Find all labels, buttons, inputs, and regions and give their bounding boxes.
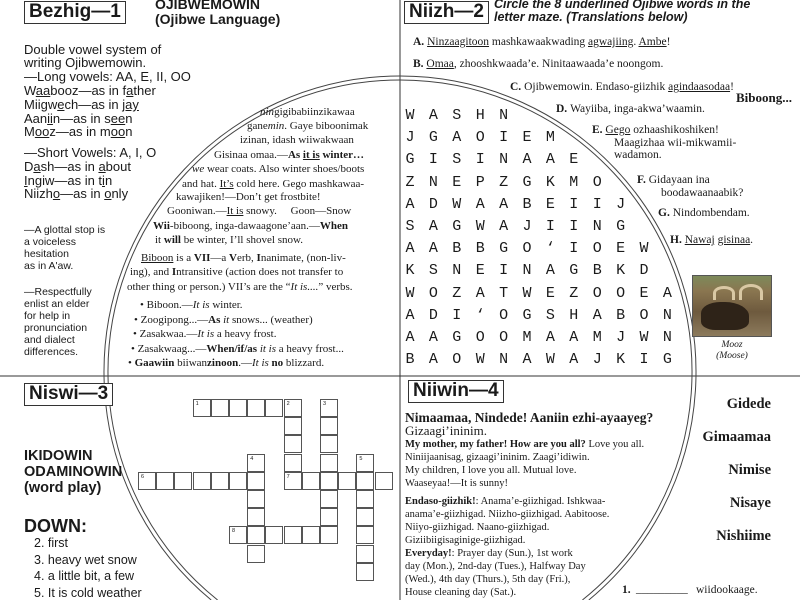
clue-line: wadamon. (614, 149, 662, 161)
crossword-cell[interactable] (320, 454, 338, 472)
crossword-cell[interactable] (356, 563, 374, 581)
maze-row[interactable]: WOZATWEZOOEA (405, 285, 687, 302)
title-ojibwemowin: OJIBWEMOWIN (155, 0, 260, 12)
biboong-line: ganemin. Gaye biboonimak (247, 120, 369, 132)
clue-number: 5 (359, 455, 363, 462)
vowel-line: Niizho—as in only (24, 186, 129, 201)
vowel-line: Double vowel system of (24, 42, 162, 57)
crossword-cell[interactable] (356, 526, 374, 544)
crossword-cell[interactable] (265, 399, 283, 417)
maze-row[interactable]: GISINAAE (405, 151, 593, 168)
crossword-cell[interactable] (138, 472, 156, 490)
elder-line: enlist an elder (24, 298, 90, 310)
maze-row[interactable]: ZNEPZGKMO (405, 174, 617, 191)
everyday-line: (Wed.), 4th day (Thurs.), 5th day (Fri.), (405, 574, 571, 585)
everyday-line: House cleaning day (Sat.). (405, 587, 517, 598)
clue-line: G. Nindombendam. (658, 207, 750, 219)
clue-line: B. Omaa, zhooshkwaada’e. Ninitaawaada’e noongom. (413, 58, 664, 70)
maze-row[interactable]: BAOWNAWAJKIG (405, 351, 687, 368)
elder-line: and dialect (24, 334, 75, 346)
word-play-heading-2: ODAMINOWIN (24, 464, 123, 480)
section-box-niiwin: Niiwin—4 (408, 380, 504, 403)
glottal-line: —A glottal stop is (24, 224, 106, 236)
biboong-bullet: • Gaawiin biiwanzinoon.—It is no blizzard. (128, 357, 325, 369)
biboong-line: Biboon is a VII—a Verb, Inanimate, (non-liv- (141, 252, 346, 264)
crossword-cell[interactable] (302, 526, 320, 544)
elder-line: —Respectfully (24, 286, 92, 298)
clue-number: 3 (323, 401, 327, 407)
kinship-word: Nimise (728, 462, 771, 478)
vowel-line: Miigwech—as in jay (24, 97, 139, 112)
family-line: My children, I love you all. Mutual love. (405, 465, 577, 476)
family-line: My mother, my father! How are you all? Love you all. (405, 439, 645, 450)
crossword-cell[interactable] (247, 508, 265, 526)
days-line: Giziibiigisaginige-giizhigad. (405, 535, 526, 546)
crossword-cell[interactable] (356, 472, 374, 490)
down-label: DOWN: (24, 516, 87, 536)
down-clue: 2. first (34, 536, 69, 550)
crossword-cell[interactable] (265, 526, 283, 544)
photo-caption-mooz: Mooz (721, 340, 743, 350)
clue-number: 7 (286, 473, 290, 480)
days-line: Endaso-giizhik!: Anama’e-giizhigad. Ishkwaa- (405, 496, 606, 507)
clue-line: F. Gidayaan ina (637, 174, 710, 186)
vowel-line: —Short Vowels: A, I, O (24, 145, 157, 160)
vowel-line: Dash—as in about (24, 159, 131, 174)
biboong-bullet: • Biboon.—It is winter. (140, 299, 243, 311)
crossword-cell[interactable] (320, 490, 338, 508)
clue-number: 4 (250, 455, 254, 462)
biboong-line: Gisinaa omaa.—As it is winter… (214, 149, 365, 161)
vowel-line: Ingiw—as in tin (24, 173, 113, 188)
maze-row[interactable]: KSNEINAGBKD (405, 262, 663, 279)
crossword-cell[interactable] (211, 399, 229, 417)
crossword-cell[interactable] (284, 417, 302, 435)
crossword-cell[interactable] (247, 526, 265, 544)
crossword-cell[interactable] (247, 454, 265, 472)
down-clue: 4. a little bit, a few (34, 569, 135, 583)
moose-photo (692, 275, 772, 337)
crossword-cell[interactable] (320, 526, 338, 544)
crossword-cell[interactable] (284, 435, 302, 453)
crossword-cell[interactable] (320, 508, 338, 526)
biboong-line: kawajiken!—Don’t get frostbite! (176, 191, 321, 203)
crossword-cell[interactable] (356, 545, 374, 563)
maze-row[interactable]: AAGOOMAAMJWN (405, 329, 687, 346)
family-line: Niniijaanisag, gizaagi’ininim. Zaagi’idiwin. (405, 452, 590, 463)
word-play-heading-1: IKIDOWIN (24, 448, 93, 464)
crossword-cell[interactable] (320, 399, 338, 417)
glottal-line: as in A'aw. (24, 260, 74, 272)
crossword-cell[interactable] (193, 399, 211, 417)
down-clue: 3. heavy wet snow (34, 552, 137, 567)
crossword-cell[interactable] (338, 472, 356, 490)
clue-line: E. Gego ozhaashikoshiken! (592, 124, 719, 136)
crossword-cell[interactable] (156, 472, 174, 490)
down-clue: 5. It is cold weather (34, 585, 142, 600)
question-1-blank[interactable]: _________ (636, 583, 688, 595)
biboong-line: other thing or person.) VII’s are the “It is....” verbs. (127, 281, 353, 293)
family-line: Waaseyaa!—It is sunny! (405, 478, 508, 489)
vowel-line: —Long vowels: AA, E, II, OO (24, 69, 191, 84)
elder-line: differences. (24, 346, 79, 358)
crossword-cell[interactable] (193, 472, 211, 490)
maze-row[interactable]: ADWAABEIIJ (405, 196, 640, 213)
days-line: Niiyo-giizhigad. Naano-giizhigad. (405, 522, 550, 533)
kinship-word: Gidede (726, 396, 771, 412)
clue-line: A. Ninzaagitoon mashkawaakwading agwajiing. Ambe! (413, 36, 671, 48)
crossword-cell[interactable] (320, 417, 338, 435)
title-ojibwe-language: (Ojibwe Language) (155, 11, 281, 27)
crossword-cell[interactable] (302, 472, 320, 490)
elder-line: for help in (24, 310, 71, 322)
vowel-line: Mooz—as in moon (24, 124, 133, 139)
maze-row[interactable]: AABBGO‘IOEW (405, 240, 663, 257)
crossword-cell[interactable] (284, 472, 302, 490)
biboong-line: izinan, idash wiiwakwaan (240, 134, 354, 146)
clue-line: C. Ojibwemowin. Endaso-giizhik agindaasodaa! (510, 81, 734, 93)
crossword-cell[interactable] (284, 454, 302, 472)
kinship-word: Nisaye (729, 495, 771, 511)
biboong-heading: Biboong... (736, 90, 792, 105)
everyday-line: day (Mon.), 2nd-day (Tues.), Halfway Day (405, 561, 586, 572)
vowel-line: Waabooz—as in father (24, 83, 156, 98)
greeting-heading: Nimaamaa, Nindede! Aaniin ezhi-ayaayeg? (405, 410, 654, 425)
clue-number: 6 (141, 473, 145, 480)
vowel-line: Aaniin—as in seen (24, 111, 133, 126)
question-1-number: 1. (622, 584, 631, 596)
crossword-cell[interactable] (356, 508, 374, 526)
crossword-cell[interactable] (229, 526, 247, 544)
crossword-cell[interactable] (320, 472, 338, 490)
biboong-line: ningigibabiinzikawaa (260, 106, 355, 118)
biboong-line: Wii-biboong, inga-dawaagone’aan.—When (153, 220, 349, 232)
crossword-cell[interactable] (229, 472, 247, 490)
section-box-bezhig: Bezhig—1 (24, 1, 126, 24)
maze-row[interactable]: WASHN (405, 107, 523, 124)
biboong-line: Gooniwan.—It is snowy. Goon—Snow (167, 205, 352, 217)
everyday-line: Everyday!: Prayer day (Sun.), 1st work (405, 548, 573, 559)
maze-row[interactable]: JGAOIEM (405, 129, 570, 146)
crossword-cell[interactable] (247, 545, 265, 563)
clue-line: H. Nawaj gisinaa. (670, 234, 754, 246)
biboong-line: and hat. It’s cold here. Gego mashkawaa- (182, 178, 365, 190)
clue-number: 1 (195, 401, 199, 407)
crossword-cell[interactable] (356, 454, 374, 472)
section-box-niswi: Niswi—3 (24, 383, 113, 406)
crossword-cell[interactable] (211, 472, 229, 490)
crossword-cell[interactable] (284, 399, 302, 417)
crossword-cell[interactable] (375, 472, 393, 490)
crossword-cell[interactable] (356, 490, 374, 508)
maze-row[interactable]: SAGWAJIING (405, 218, 640, 235)
section-box-niizh: Niizh—2 (404, 1, 489, 24)
biboong-line: we wear coats. Also winter shoes/boots (192, 163, 365, 175)
crossword-cell[interactable] (247, 490, 265, 508)
photo-caption-moose: (Moose) (716, 351, 748, 361)
crossword-cell[interactable] (229, 399, 247, 417)
maze-instructions-line2: letter maze. (Translations below) (494, 10, 688, 24)
glottal-line: a voiceless (24, 236, 76, 248)
vowel-line: writing Ojibwemowin. (24, 55, 147, 70)
greeting-line2: Gizaagi’ininim. (405, 423, 487, 438)
crossword-cell[interactable] (174, 472, 192, 490)
biboong-bullet: • Zoogipong...—As it snows... (weather) (134, 313, 313, 326)
clue-line: boodawaanaabik? (661, 186, 744, 199)
word-play-heading-3: (word play) (24, 480, 102, 496)
elder-line: pronunciation (24, 322, 88, 334)
kinship-word: Nishiime (716, 528, 771, 544)
glottal-line: hesitation (24, 248, 69, 260)
biboong-bullet: • Zasakwaa.—It is a heavy frost. (133, 328, 277, 340)
clue-line: D. Wayiiba, inga-akwa’waamin. (556, 103, 705, 115)
question-1-text: wiidookaage. (696, 584, 758, 596)
crossword-cell[interactable] (320, 435, 338, 453)
kinship-word: Gimaamaa (702, 429, 771, 445)
biboong-line: ing), and Intransitive (action does not transfer to (130, 266, 344, 278)
clue-number: 8 (232, 528, 236, 535)
crossword-cell[interactable] (247, 399, 265, 417)
crossword-cell[interactable] (284, 526, 302, 544)
clue-line: Maagizhaa wii-mikwamii- (614, 136, 737, 149)
biboong-bullet: • Zasakwaag...—When/if/as it is a heavy frost... (131, 342, 344, 355)
clue-number: 2 (286, 401, 290, 407)
maze-instructions-line1: Circle the 8 underlined Ojibwe words in the (494, 0, 751, 11)
biboong-line: it will be winter, I’ll shovel snow. (155, 234, 303, 246)
crossword-cell[interactable] (247, 472, 265, 490)
maze-row[interactable]: ADI‘OGSHABON (405, 307, 687, 324)
days-line: anama’e-giizhigad. Niizho-giizhigad. Aabitoose. (405, 509, 610, 520)
